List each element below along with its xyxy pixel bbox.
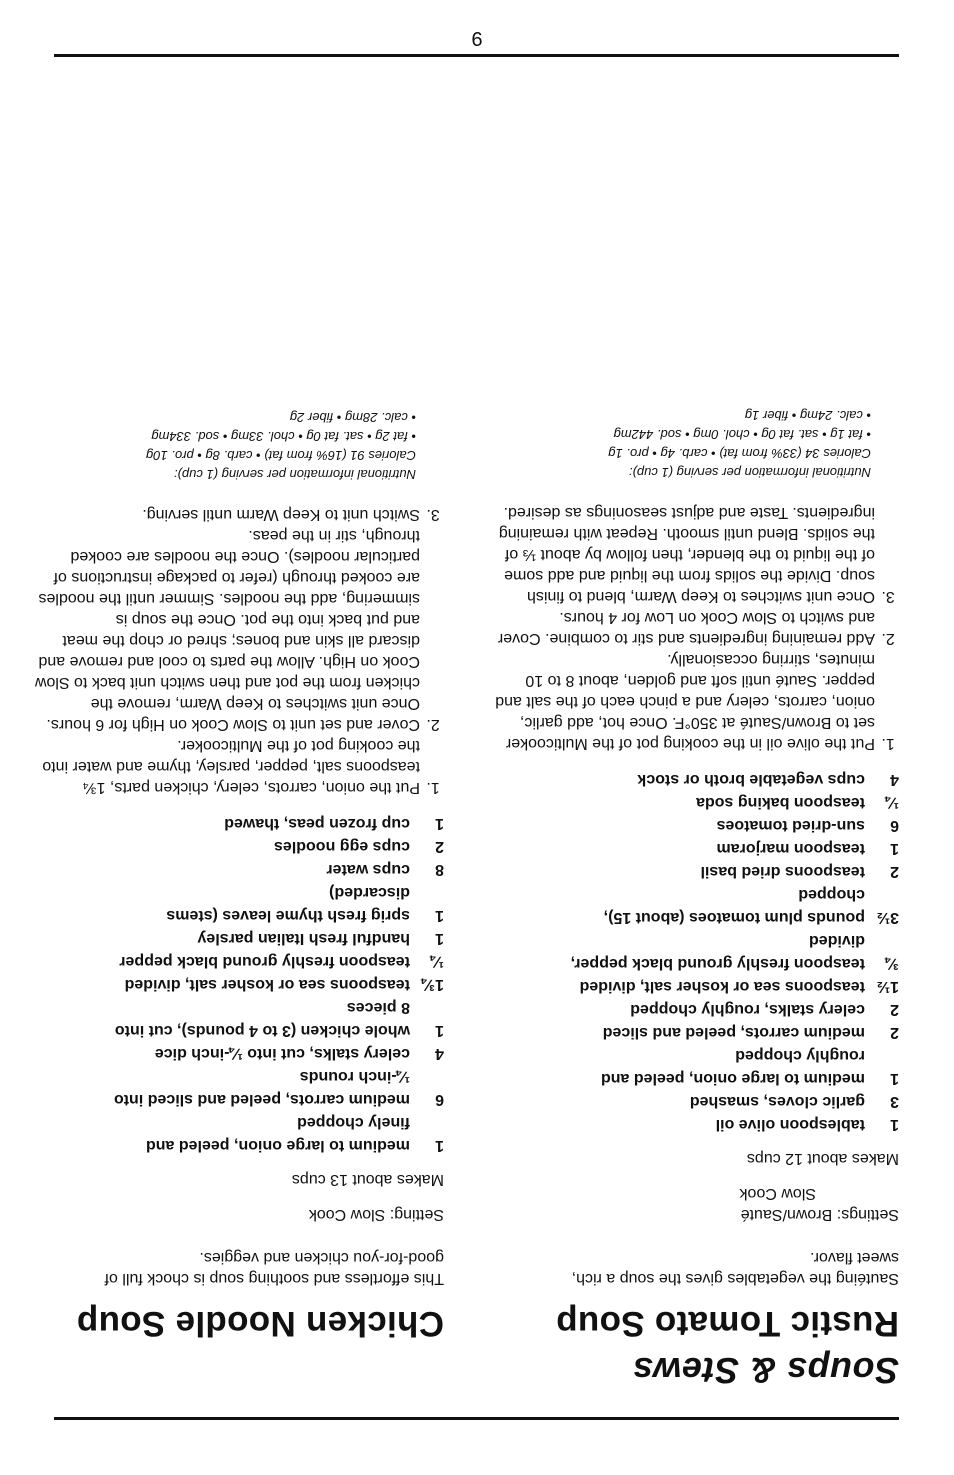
ingredient-row: [110, 1042, 444, 1065]
ingredients-table: [565, 768, 899, 1136]
ingredient-qty: 1: [435, 1022, 444, 1039]
ingredient-qty: 3: [890, 1093, 899, 1110]
nutrition-line: • fat 1g • sat. fat 0g • chol. 0mg • sod. 442mg: [613, 427, 871, 442]
bottom-rule: [54, 54, 899, 57]
ingredient-item: teaspoons sea or kosher salt, divided: [579, 978, 865, 995]
ingredient-row: [110, 950, 444, 973]
ingredient-qty: 2: [890, 1001, 899, 1018]
ingredient-item: cups water: [326, 861, 410, 878]
ingredient-qty: ¼: [885, 794, 899, 811]
recipe-title: Chicken Noodle Soup: [76, 1304, 444, 1343]
ingredient-qty: 1: [890, 1116, 899, 1133]
ingredient-qty: ¾: [885, 955, 899, 972]
ingredient-qty: 8: [435, 861, 444, 878]
ingredient-item: teaspoon freshly ground black pepper: [119, 953, 410, 970]
section-title: Soups & Stews: [632, 1350, 899, 1391]
ingredient-qty: 4: [435, 1045, 444, 1062]
ingredient-row: [565, 1044, 899, 1090]
setting-line: Setting: Slow Cook: [308, 1206, 444, 1223]
ingredient-row: [565, 814, 899, 837]
ingredient-qty: 6: [435, 1091, 444, 1108]
recipe-intro: Sautéing the vegetables gives the soup a rich, sweet flavor.: [571, 1249, 899, 1287]
ingredient-qty: 3½: [876, 909, 899, 926]
ingredient-item: medium to large onion, peeled and roughly chopped: [600, 1047, 865, 1087]
ingredient-item: medium to large onion, peeled and finely chopped: [145, 1114, 410, 1154]
setting-line: Settings: Brown/Sauté: [740, 1206, 899, 1223]
ingredient-item: medium carrots, peeled and sliced: [602, 1024, 865, 1041]
top-rule: [54, 1417, 899, 1420]
nutrition-line: • fat 2g • sat. fat 0g • chol. 33mg • sod. 334mg: [151, 429, 416, 444]
ingredient-row: [565, 1090, 899, 1113]
step-item: 3. Switch unit to Keep Warm until serving.: [34, 504, 422, 525]
ingredient-item: celery stalks, roughly chopped: [630, 1001, 865, 1018]
ingredient-item: pounds plum tomatoes (about 15), chopped: [603, 886, 865, 926]
ingredient-qty: 1½: [876, 978, 899, 995]
ingredients-table: [110, 812, 444, 1157]
ingredient-item: cups egg noodles: [273, 838, 410, 855]
ingredient-item: medium carrots, peeled and sliced into ¼-inch rounds: [113, 1068, 410, 1108]
ingredient-qty: 2: [435, 838, 444, 855]
setting-line: Slow Cook: [739, 1185, 816, 1202]
nutrition-line: • calc. 28mg • fiber 2g: [289, 410, 416, 425]
ingredient-item: teaspoon baking soda: [696, 794, 865, 811]
ingredient-item: teaspoon marjoram: [716, 840, 865, 857]
recipe-settings: [489, 1183, 899, 1225]
ingredient-qty: 1: [435, 1137, 444, 1154]
ingredient-qty: 1: [435, 815, 444, 832]
ingredient-qty: 1: [435, 907, 444, 924]
step-item: 1. Put the olive oil in the cooking pot of the Multicooker set to Brown/Sauté at 350°F. Once hot, add garlic, onion, carrots, celery and a pinch each of the salt and pepper. Sauté until soft and golden, about 8 to 10 minutes, stirring occasionally.: [489, 649, 877, 754]
ingredient-item: celery stalks, cut into ¼-inch dice: [154, 1045, 410, 1062]
ingredient-row: [565, 883, 899, 929]
ingredient-item: handful fresh Italian parsley: [197, 930, 410, 947]
ingredient-row: [565, 791, 899, 814]
step-item: 1. Put the onion, carrots, celery, chicken parts, 1¾ teaspoons salt, pepper, parsley, thyme and water into the cooking pot of the Multicooker.: [34, 735, 422, 798]
recipe-title: Rustic Tomato Soup: [555, 1304, 899, 1343]
ingredient-item: teaspoons dried basil: [700, 863, 865, 880]
page-number: 9: [471, 27, 483, 49]
ingredient-item: whole chicken (3 to 4 pounds), cut into 8 pieces: [114, 999, 410, 1039]
ingredient-row: [565, 860, 899, 883]
nutrition-line: Nutritional information per serving (1 cup):: [628, 465, 871, 480]
ingredient-qty: ¼: [430, 953, 444, 970]
ingredient-row: [110, 881, 444, 927]
ingredient-item: cups vegetable broth or stock: [637, 771, 865, 788]
ingredient-item: tablespoon olive oil: [715, 1116, 865, 1133]
ingredient-row: [565, 768, 899, 791]
ingredient-row: [110, 812, 444, 835]
ingredient-row: [110, 858, 444, 881]
ingredient-row: [565, 1021, 899, 1044]
ingredient-item: cup frozen peas, thawed: [224, 815, 410, 832]
nutrition-line: Calories 34 (33% from fat) • carb. 4g • pro. 1g: [608, 446, 871, 461]
recipe-chicken-noodle-soup: [34, 408, 444, 1343]
recipe-intro: This effortless and soothing soup is chock full of good-for-you chicken and veggies.: [104, 1249, 444, 1287]
ingredient-qty: 4: [890, 771, 899, 788]
recipe-rustic-tomato-soup: [489, 406, 899, 1343]
ingredient-item: teaspoon freshly ground black pepper, divided: [570, 932, 865, 972]
ingredient-row: [110, 927, 444, 950]
step-item: 2. Add remaining ingredients and stir to combine. Cover and switch to Slow Cook on Low for 4 hours.: [489, 607, 877, 649]
nutrition-line: Nutritional information per serving (1 cup):: [173, 467, 416, 482]
ingredient-row: [110, 996, 444, 1042]
ingredient-row: [565, 837, 899, 860]
ingredient-item: teaspoons sea or kosher salt, divided: [124, 976, 410, 993]
step-item: 3. Once unit switches to Keep Warm, blend to finish soup. Divide the solids from the liquid and add some of the liquid to the blender, then follow by about ⅓ of the solids. Blend until smooth. Repeat with remaining ingredients. Taste and adjust seasonings as desired.: [489, 502, 877, 607]
recipe-yield: Makes about 12 cups: [746, 1150, 899, 1167]
ingredient-row: [565, 975, 899, 998]
nutrition-info: [76, 408, 444, 484]
nutrition-line: Calories 91 (16% from fat) • carb. 8g • pro. 10g: [146, 448, 416, 463]
ingredient-row: [565, 998, 899, 1021]
ingredient-item: garlic cloves, smashed: [689, 1093, 865, 1110]
ingredient-row: [565, 1113, 899, 1136]
ingredient-qty: 1: [435, 930, 444, 947]
ingredient-qty: 6: [890, 817, 899, 834]
ingredient-qty: 2: [890, 1024, 899, 1041]
ingredient-qty: 1: [890, 840, 899, 857]
ingredient-row: [110, 835, 444, 858]
ingredient-row: [110, 973, 444, 996]
steps-list: [34, 504, 444, 798]
ingredient-row: [110, 1065, 444, 1111]
ingredient-row: [565, 929, 899, 975]
step-item: 2. Cover and set unit to Slow Cook on High for 6 hours. Once unit switches to Keep Warm, remove the chicken from the pot and then switch unit back to Slow Cook on High. Allow the parts to cool and remove and discard all skin and bones; shred or chop the meat and put back into the pot. Once the soup is simmering, add the noodles. Simmer until the noodles are cooked through (refer to package instructions of particular noodles). Once the noodles are cooked through, stir in the peas.: [34, 525, 422, 735]
ingredient-item: sun-dried tomatoes: [716, 817, 865, 834]
nutrition-info: [531, 406, 899, 482]
steps-list: [489, 502, 899, 754]
recipe-settings: [34, 1204, 444, 1225]
ingredient-qty: 1¾: [421, 976, 444, 993]
ingredient-qty: 2: [890, 863, 899, 880]
ingredient-qty: 1: [890, 1070, 899, 1087]
nutrition-line: • calc. 24mg • fiber 1g: [744, 408, 871, 423]
ingredient-item: sprig fresh thyme leaves (stems discarded): [166, 884, 410, 924]
ingredient-row: [110, 1111, 444, 1157]
recipe-yield: Makes about 13 cups: [291, 1171, 444, 1188]
